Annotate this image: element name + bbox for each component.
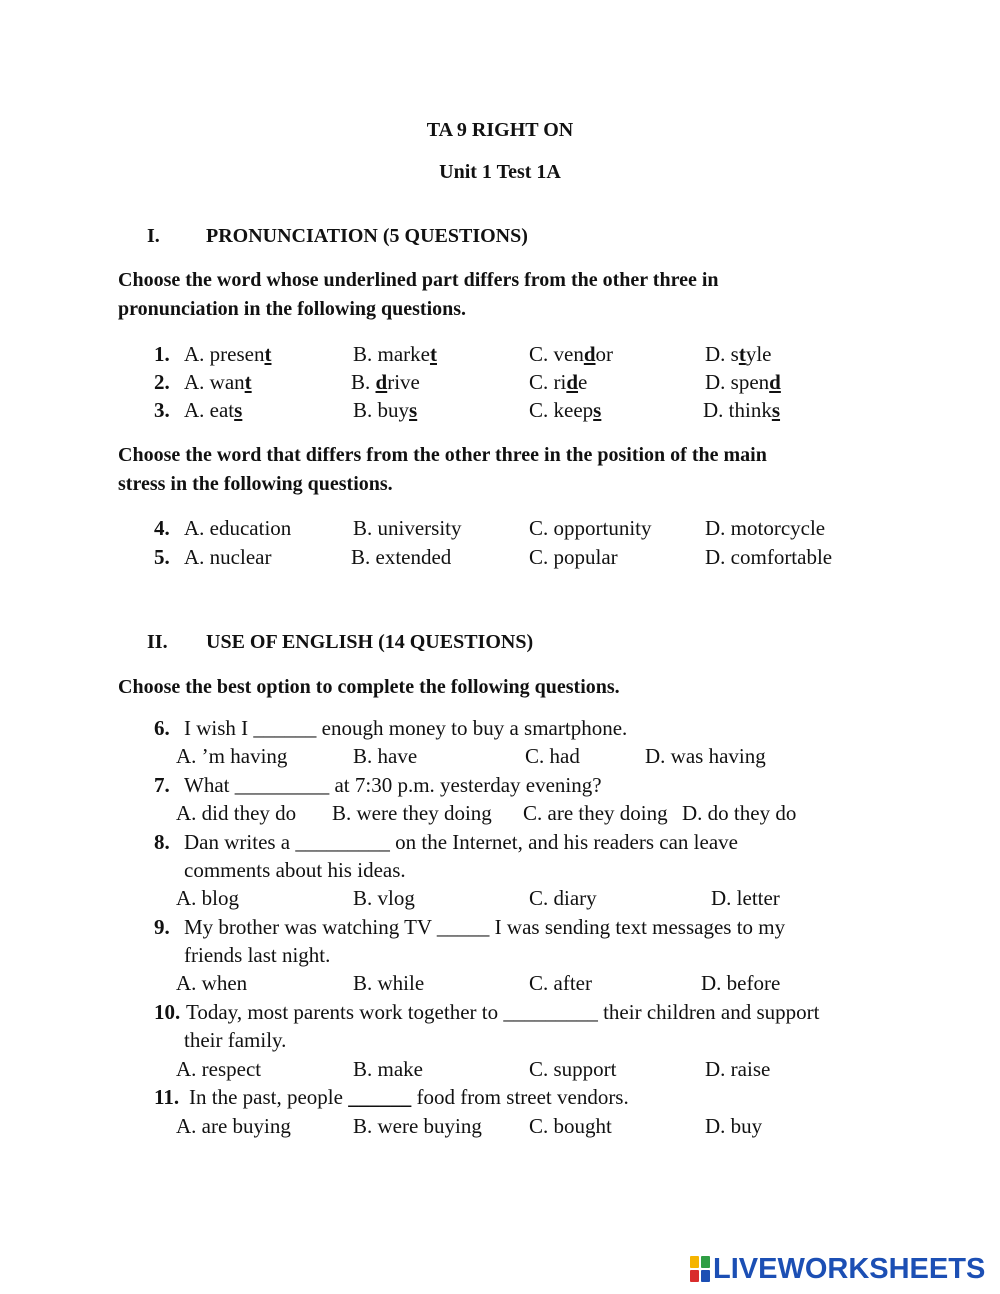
q10-text-line2: their family. bbox=[184, 1028, 287, 1052]
q6-option-b[interactable]: B. have bbox=[353, 744, 418, 768]
q9-text-line1: My brother was watching TV _____ I was sending text messages to my bbox=[184, 915, 786, 939]
q6-text: I wish I ______ enough money to buy a smartphone. bbox=[184, 716, 628, 740]
q1-option-b[interactable]: B. market bbox=[353, 342, 437, 366]
section2-heading: USE OF ENGLISH (14 QUESTIONS) bbox=[206, 631, 534, 653]
q11-number: 11. bbox=[154, 1085, 180, 1109]
liveworksheets-logo bbox=[690, 1252, 985, 1286]
q9-option-d[interactable]: D. before bbox=[701, 971, 781, 995]
section1-instruction-2b: stress in the following questions. bbox=[118, 473, 393, 495]
q6-number: 6. bbox=[154, 716, 170, 740]
q9-option-a[interactable]: A. when bbox=[176, 971, 248, 995]
q8-option-b[interactable]: B. vlog bbox=[353, 886, 415, 910]
q6-option-d[interactable]: D. was having bbox=[645, 744, 766, 768]
q11-text: In the past, people ______ food from street vendors. bbox=[189, 1085, 629, 1109]
q4-option-b[interactable]: B. university bbox=[353, 516, 462, 540]
section1-number: I. bbox=[147, 225, 160, 247]
q8-option-a[interactable]: A. blog bbox=[176, 886, 239, 910]
q5-number: 5. bbox=[154, 545, 170, 569]
q3-option-a[interactable]: A. eats bbox=[184, 398, 243, 422]
q10-option-a[interactable]: A. respect bbox=[176, 1057, 262, 1081]
q1-number: 1. bbox=[154, 342, 170, 366]
q5-option-d[interactable]: D. comfortable bbox=[705, 545, 833, 569]
q8-text-line2: comments about his ideas. bbox=[184, 858, 406, 882]
q3-option-d[interactable]: D. thinks bbox=[703, 398, 781, 422]
q10-text-line1: Today, most parents work together to _________ their children and support bbox=[186, 1000, 820, 1024]
section1-instruction-2: Choose the word that differs from the other three in the position of the main bbox=[118, 444, 767, 466]
q11-option-a[interactable]: A. are buying bbox=[176, 1114, 291, 1138]
worksheet-subtitle: Unit 1 Test 1A bbox=[439, 161, 561, 183]
q7-number: 7. bbox=[154, 773, 170, 797]
q2-option-a[interactable]: A. want bbox=[184, 370, 252, 394]
q7-text: What _________ at 7:30 p.m. yesterday evening? bbox=[184, 773, 602, 797]
q11-option-b[interactable]: B. were buying bbox=[353, 1114, 482, 1138]
q5-option-b[interactable]: B. extended bbox=[351, 545, 452, 569]
q1-option-d[interactable]: D. style bbox=[705, 342, 772, 366]
section2-number: II. bbox=[147, 631, 168, 653]
liveworksheets-logo-icon bbox=[690, 1256, 710, 1282]
liveworksheets-logo-text: LIVEWORKSHEETS bbox=[713, 1252, 986, 1285]
q6-option-c[interactable]: C. had bbox=[525, 744, 580, 768]
q11-blank[interactable]: ______ bbox=[348, 1085, 412, 1109]
q5-option-c[interactable]: C. popular bbox=[529, 545, 618, 569]
q9-option-c[interactable]: C. after bbox=[529, 971, 592, 995]
section2-instruction: Choose the best option to complete the following questions. bbox=[118, 676, 620, 698]
q3-number: 3. bbox=[154, 398, 170, 422]
section1-instruction-1: Choose the word whose underlined part differs from the other three in bbox=[118, 269, 719, 291]
q4-number: 4. bbox=[154, 516, 170, 540]
q9-number: 9. bbox=[154, 915, 170, 939]
q2-number: 2. bbox=[154, 370, 170, 394]
q3-option-c[interactable]: C. keeps bbox=[529, 398, 602, 422]
q2-option-c[interactable]: C. ride bbox=[529, 370, 588, 394]
section1-heading: PRONUNCIATION (5 QUESTIONS) bbox=[206, 225, 528, 247]
q11-option-c[interactable]: C. bought bbox=[529, 1114, 612, 1138]
q2-option-b[interactable]: B. drive bbox=[351, 370, 420, 394]
q5-option-a[interactable]: A. nuclear bbox=[184, 545, 272, 569]
q7-option-a[interactable]: A. did they do bbox=[176, 801, 297, 825]
q10-option-d[interactable]: D. raise bbox=[705, 1057, 771, 1081]
q8-option-d[interactable]: D. letter bbox=[711, 886, 780, 910]
q10-number: 10. bbox=[154, 1000, 181, 1024]
q4-option-a[interactable]: A. education bbox=[184, 516, 292, 540]
q1-option-a[interactable]: A. present bbox=[184, 342, 272, 366]
q11-option-d[interactable]: D. buy bbox=[705, 1114, 763, 1138]
q9-option-b[interactable]: B. while bbox=[353, 971, 425, 995]
q3-option-b[interactable]: B. buys bbox=[353, 398, 418, 422]
q10-option-c[interactable]: C. support bbox=[529, 1057, 617, 1081]
q9-text-line2: friends last night. bbox=[184, 943, 331, 967]
q7-option-b[interactable]: B. were they doing bbox=[332, 801, 492, 825]
q2-option-d[interactable]: D. spend bbox=[705, 370, 781, 394]
q6-option-a[interactable]: A. ’m having bbox=[176, 744, 288, 768]
q4-option-d[interactable]: D. motorcycle bbox=[705, 516, 826, 540]
q10-option-b[interactable]: B. make bbox=[353, 1057, 423, 1081]
worksheet-title: TA 9 RIGHT ON bbox=[426, 119, 574, 141]
q7-option-d[interactable]: D. do they do bbox=[682, 801, 797, 825]
q8-number: 8. bbox=[154, 830, 170, 854]
q4-option-c[interactable]: C. opportunity bbox=[529, 516, 652, 540]
q8-option-c[interactable]: C. diary bbox=[529, 886, 597, 910]
q7-option-c[interactable]: C. are they doing bbox=[523, 801, 668, 825]
q1-option-c[interactable]: C. vendor bbox=[529, 342, 614, 366]
q8-text-line1: Dan writes a _________ on the Internet, and his readers can leave bbox=[184, 830, 738, 854]
section1-instruction-1b: pronunciation in the following questions. bbox=[118, 298, 467, 320]
